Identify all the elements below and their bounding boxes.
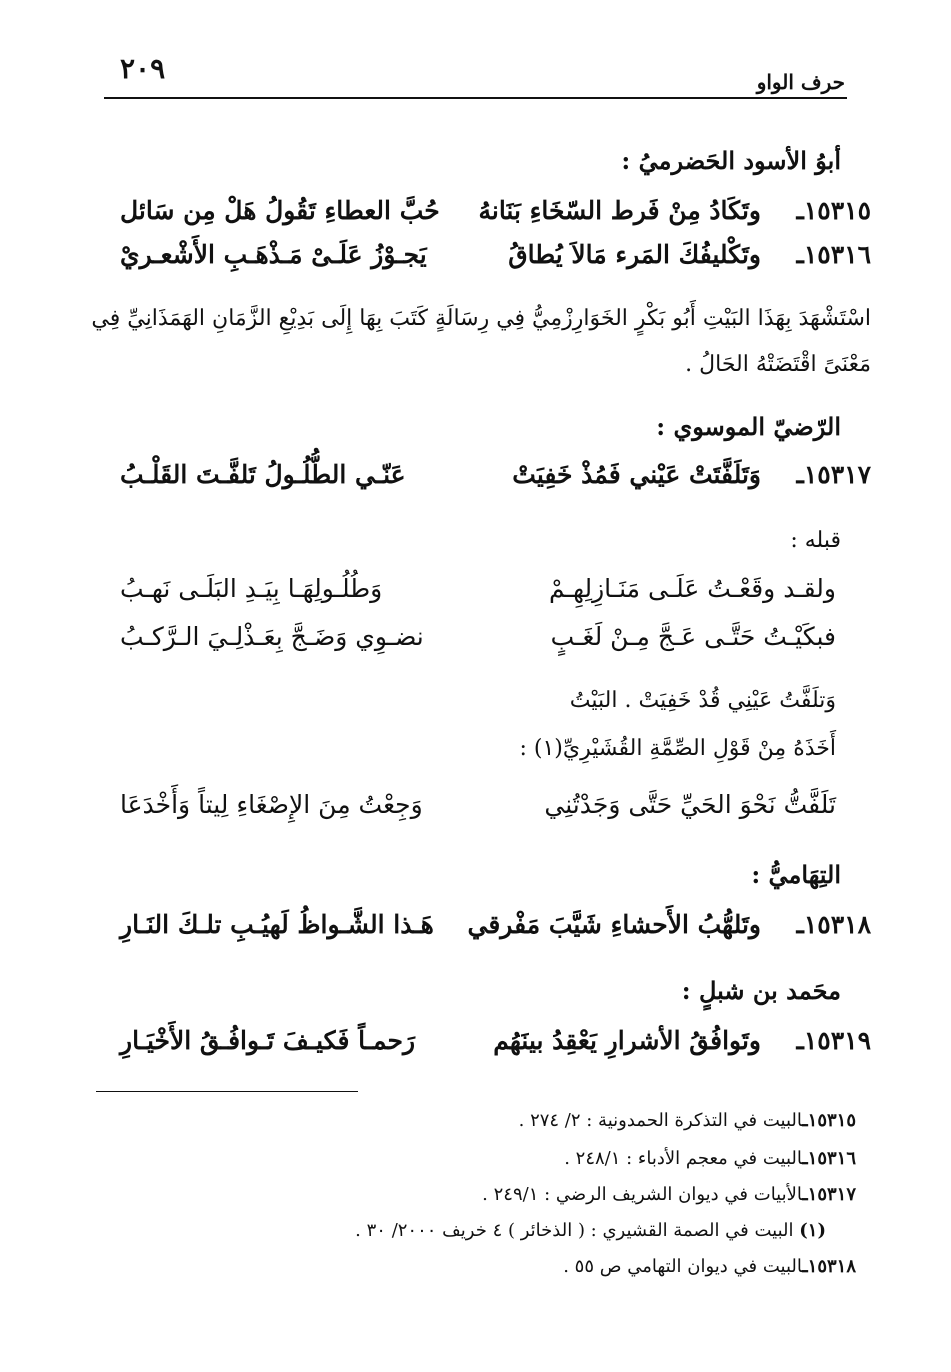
footnote-number: (١) xyxy=(799,1220,826,1241)
page-number: ٢٠٩ xyxy=(120,52,166,85)
footnote xyxy=(482,1184,856,1205)
verse-first-hemistich: وتَكْليفُكَ المَرء مَالاَ يُطاقُ xyxy=(508,240,761,269)
source-attribution: أَخَذَهُ مِنْ قَوْلِ الصِّمَّةِ القُشَيْرِيِّ(١) : xyxy=(519,736,836,761)
footnote-text: الأبيات في ديوان الشريف الرضي : ٢٤٩/١ . xyxy=(482,1184,803,1205)
footnote-number: ١٥٣١٧ـ xyxy=(802,1184,856,1205)
verse-second-hemistich: حُبَّ العطاءِ تَقُولُ هَلْ مِن سَائل xyxy=(120,196,440,225)
verse-second-hemistich: وَجِعْتُ مِنَ الإِصْغَاءِ لِيتاً وَأَخْدَعَا xyxy=(120,790,423,819)
verse-second-hemistich: عَنّـي الطُّلُـولُ تَلفَّـتَ القَلْـبُ xyxy=(120,460,406,489)
verse-15318 xyxy=(120,910,871,954)
verse-first-hemistich: وتَلهُّبُ الأَحشاءِ شَيَّبَ مَفْرقي xyxy=(467,910,761,939)
footnote xyxy=(519,1110,856,1131)
verse-first-hemistich: فبكَيْـتُ حَتَّـى عَـجَّ مِـنْ لَغَـبٍ xyxy=(550,622,836,651)
verse-first-hemistich: وَتَلَفَّتَتْ عَيْني فَمُذْ خَفِيَتْ xyxy=(512,460,761,489)
verse-first-hemistich: تَلَفَّتُّ نَحْوَ الحَيِّ حَتَّى وَجَدْتُنِي xyxy=(544,790,836,819)
verse-number: ١٥٣١٦ـ xyxy=(796,240,871,269)
footnote-text: البيت في معجم الأدباء : ٢٤٨/١ . xyxy=(564,1148,803,1169)
verse-15319 xyxy=(120,1026,871,1070)
quoted-verse xyxy=(120,790,836,834)
chapter-title: حرف الواو xyxy=(756,70,845,94)
verse-second-hemistich: وَطُلُـولِهَـا بِيَـدِ البَلَـى نَهـبُ xyxy=(120,574,383,603)
poet-name: أبوُ الأسود الحَضرميُ : xyxy=(621,146,841,175)
poet-name: محَمد بن شبلٍ : xyxy=(681,976,841,1005)
footnote xyxy=(355,1220,826,1241)
verse-15317 xyxy=(120,460,871,504)
footnote-rule xyxy=(96,1091,358,1092)
footnote-text: البيت في التذكرة الحمدونية : ٢/ ٢٧٤ . xyxy=(518,1110,803,1131)
qabluh-label: قبله : xyxy=(790,528,841,553)
poet-name: التِهَاميُّ : xyxy=(751,860,841,889)
footnote xyxy=(564,1148,856,1169)
commentary-paragraph: اسْتَشْهَدَ بِهَذَا البَيْتِ أَبُو بَكْرٍ الخَوَارِزْمِيُّ فِي رِسَالَةٍ كَتَبَ بِهَا إِلَى بَدِيْعِ الزَّمَانِ الهَمَذَانِيِّ فِي مَعْنَىً اقْتَضَتْهُ الحَالُ . xyxy=(91,306,871,377)
verse-number: ١٥٣١٨ـ xyxy=(796,910,871,939)
verse-number: ١٥٣١٩ـ xyxy=(796,1026,871,1055)
verse-first-hemistich: وتَكَادُ مِنْ فَرط السّخَاءِ بَنَانهُ xyxy=(478,196,761,225)
footnote-text: البيت في ديوان التهامي ص ٥٥ . xyxy=(563,1256,803,1277)
verse-number: ١٥٣١٥ـ xyxy=(796,196,871,225)
footnote-text: البيت في الصمة القشيري : ( الذخائر ) ٤ خريف ٢٠٠٠/ ٣٠ . xyxy=(355,1220,794,1241)
preceding-verse xyxy=(120,622,836,666)
verse-first-hemistich: وتَوافُقُ الأشرارِ يَعْقِدُ بينَهُم xyxy=(493,1026,761,1055)
header-rule xyxy=(104,97,847,99)
poet-name: الرّضيّ الموسوي : xyxy=(656,412,841,441)
verse-number: ١٥٣١٧ـ xyxy=(796,460,871,489)
verse-second-hemistich: نضـوِي وَضَـجَّ بِعَـذْلِـيَ الـرَّكـبُ xyxy=(120,622,424,651)
verse-second-hemistich: رَحمـاً فَكيـفَ تَـوافُـقُ الأَخْيَـارِ xyxy=(120,1026,416,1055)
preceding-verse xyxy=(120,574,836,618)
verse-second-hemistich: هَـذا الشَّـواظُ لَهيُـبِ تلـكَ النَـارِ xyxy=(120,910,434,939)
verse-reference: وَتلَفَّتُ عَيْنِي قُدْ خَفِيَتْ . البَيْتُ xyxy=(569,688,836,713)
verse-15315 xyxy=(120,196,871,240)
verse-15316 xyxy=(120,240,871,284)
footnote-number: ١٥٣١٥ـ xyxy=(802,1110,856,1131)
footnote-number: ١٥٣١٦ـ xyxy=(802,1148,856,1169)
footnote-number: ١٥٣١٨ـ xyxy=(802,1256,856,1277)
footnote xyxy=(563,1256,856,1277)
verse-second-hemistich: يَجـوْزُ عَلَـىْ مَـذْهَـبِ الأَشْعـريْ xyxy=(120,240,427,269)
verse-first-hemistich: ولقـد وقَعْـتُ عَلَـى مَنَـازِلِهِـمْ xyxy=(549,574,836,603)
